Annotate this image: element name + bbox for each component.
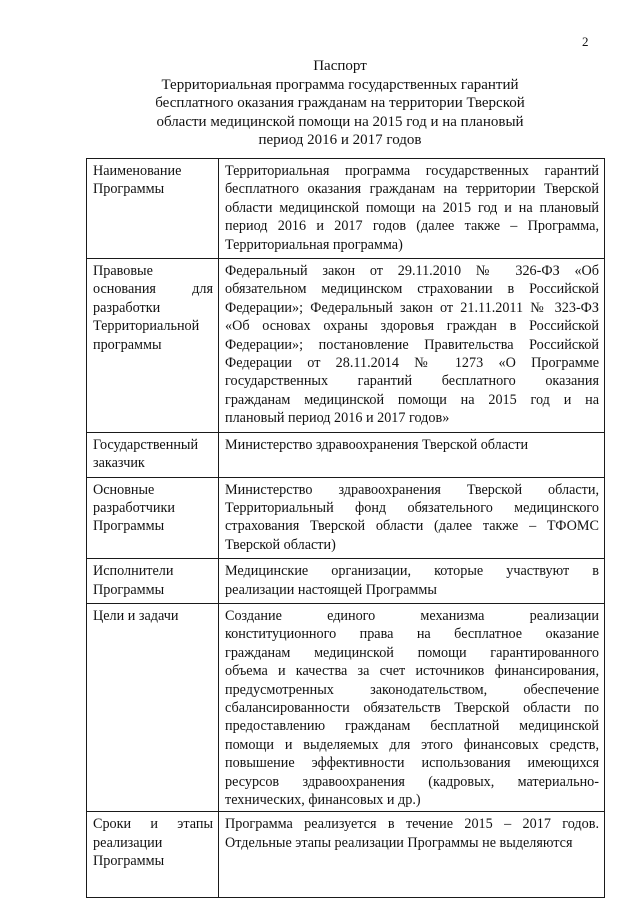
table-row <box>87 259 605 433</box>
value-line: Создание единого механизма реализации <box>225 607 599 624</box>
table-row <box>87 603 605 811</box>
value-line: области медицинской помощи на 2015 год и на плановый <box>225 199 599 216</box>
value-line: Территориальная программа государственных гарантий <box>225 163 599 179</box>
label-line: Программы <box>93 581 165 598</box>
label-line: разработчики <box>93 499 175 516</box>
value-line: гражданам медицинской помощи гарантированного <box>225 644 599 661</box>
value-line: повышение эффективности использования имеющихся <box>225 755 599 772</box>
row-value-legal-basis <box>219 259 605 433</box>
value-line: конституционного права на бесплатное оказание <box>225 626 599 643</box>
table-row <box>87 559 605 604</box>
value-line: помощи и выделяемых для этого финансовых средств, <box>225 736 599 753</box>
value-line: Территориальный фонд обязательного медицинского <box>225 499 599 516</box>
label-line: Цели и задачи <box>93 607 179 624</box>
label-line: Программы <box>93 853 165 870</box>
value-line: период 2016 и 2017 годов (далее также – Программа, <box>225 218 599 235</box>
document-subtitle-line: области медицинской помощи на 2015 год и на плановый <box>156 113 524 130</box>
row-label-executors <box>87 559 219 604</box>
row-label-state-customer <box>87 432 219 477</box>
row-label-program-name <box>87 159 219 259</box>
table-row <box>87 159 605 259</box>
row-value-main-developers <box>219 477 605 559</box>
value-line: Федерации от 28.11.2014 № 1273 «О Программе <box>225 355 599 372</box>
row-label-legal-basis <box>87 259 219 433</box>
row-value-terms <box>219 812 605 898</box>
value-line: «Об основах охраны здоровья граждан в Российской <box>225 318 599 335</box>
label-line: Правовые <box>93 263 153 280</box>
value-line: объема и качества за счет источников финансирования, <box>225 663 599 680</box>
value-line: Медицинские организации, которые участвуют в <box>225 563 599 580</box>
value-line: технических, финансовых и др.) <box>225 792 421 808</box>
value-line: Программа реализуется в течение 2015 – 2017 годов. <box>225 816 599 833</box>
value-line: страхования Тверской области (далее также – ТФОМС <box>225 518 599 535</box>
value-line: плановый период 2016 и 2017 годов» <box>225 410 450 427</box>
document-subtitle-line: бесплатного оказания гражданам на территории Тверской <box>155 95 525 111</box>
value-line: бесплатного оказания гражданам на территории Тверской <box>225 181 599 198</box>
value-line: Федерации»; Федеральный закон от 21.11.2011 № 323-ФЗ <box>225 299 599 316</box>
label-line: заказчик <box>93 455 145 472</box>
value-line: Министерство здравоохранения Тверской области <box>225 436 529 453</box>
page-number: 2 <box>582 34 589 49</box>
value-line: Территориальная программа) <box>225 236 403 253</box>
label-line: Территориальной <box>93 318 200 335</box>
row-value-executors <box>219 559 605 604</box>
label-line: Государственный <box>93 436 199 453</box>
label-line: Исполнители <box>93 563 174 580</box>
value-line: Федерации»; постановление Правительства Российской <box>225 336 599 353</box>
label-line: реализации <box>93 834 163 851</box>
label-line: разработки <box>93 299 161 316</box>
value-line: реализации настоящей Программы <box>225 581 437 598</box>
table-row <box>87 477 605 559</box>
label-line: Программы <box>93 518 165 535</box>
row-value-state-customer <box>219 432 605 477</box>
document-subtitle-line: Территориальная программа государственных гарантий <box>161 76 519 93</box>
document-title: Паспорт <box>313 58 367 74</box>
table-row <box>87 432 605 477</box>
value-line: сбалансированности обязательств Тверской области по <box>225 699 599 716</box>
value-line: Тверской области) <box>225 536 336 553</box>
label-line: основания для <box>93 281 213 298</box>
row-label-goals <box>87 603 219 811</box>
value-line: Федеральный закон от 29.11.2010 № 326-ФЗ «Об <box>225 263 599 280</box>
value-line: Министерство здравоохранения Тверской области, <box>225 481 599 498</box>
row-label-terms <box>87 812 219 898</box>
value-line: обязательном медицинском страховании в Российской <box>225 281 599 298</box>
row-value-goals <box>219 603 605 811</box>
value-line: предоставлению гражданам бесплатной медицинской <box>225 718 599 735</box>
label-line: программы <box>93 336 162 353</box>
label-line: Наименование <box>93 163 182 179</box>
value-line: предусмотренных законодательством, обеспечение <box>225 681 599 698</box>
value-line: Отдельные этапы реализации Программы не выделяются <box>225 834 573 851</box>
document-subtitle-line: период 2016 и 2017 годов <box>258 132 422 148</box>
row-value-program-name <box>219 159 605 259</box>
passport-table <box>86 158 605 898</box>
value-line: государственных гарантий бесплатного оказания <box>225 373 599 390</box>
label-line: Сроки и этапы <box>93 816 213 833</box>
label-line: Основные <box>93 481 155 498</box>
document-header <box>140 57 540 150</box>
value-line: ресурсов здравоохранения (кадровых, материально- <box>225 773 599 790</box>
label-line: Программы <box>93 181 165 198</box>
row-label-main-developers <box>87 477 219 559</box>
table-row <box>87 812 605 898</box>
value-line: гражданам медицинской помощи на 2015 год и на <box>225 391 599 408</box>
